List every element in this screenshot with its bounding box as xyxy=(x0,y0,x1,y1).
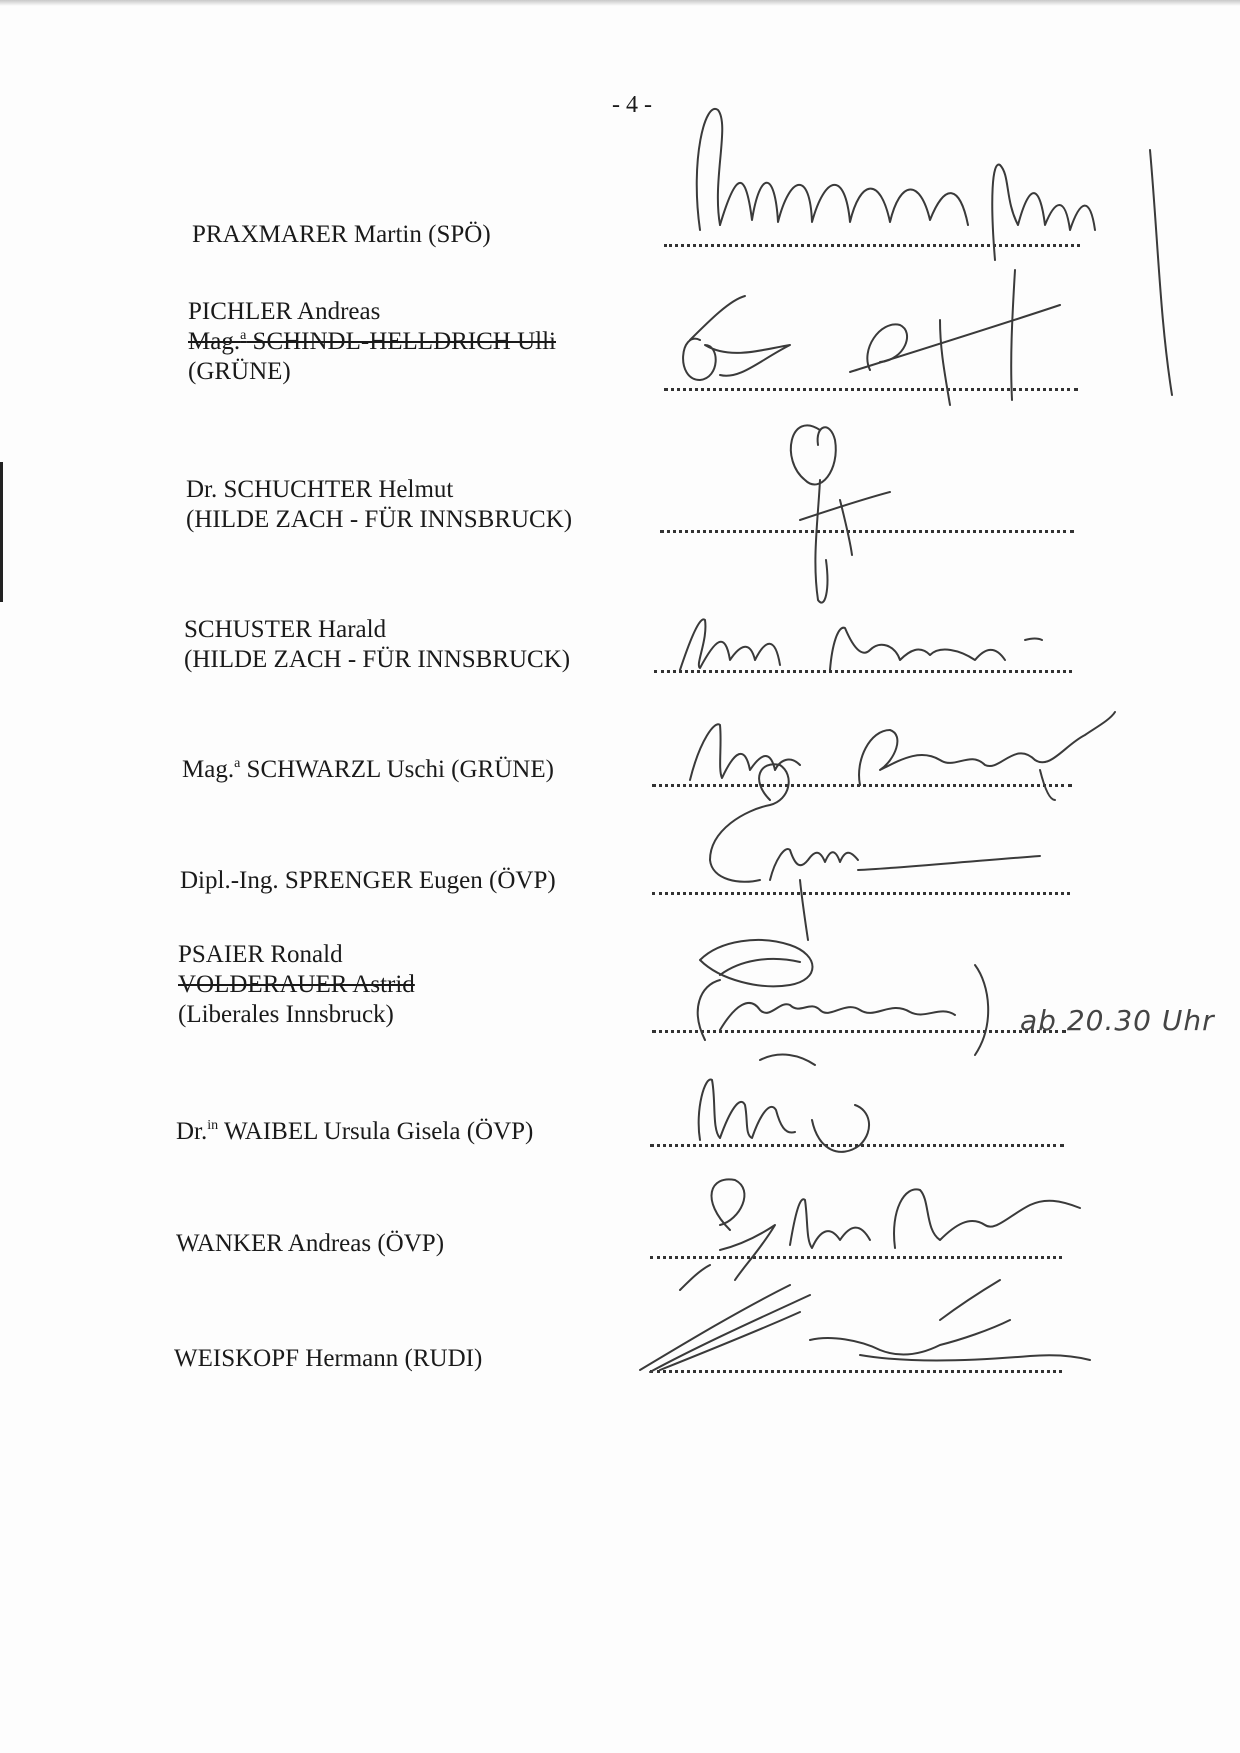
entry-pichler xyxy=(188,297,556,387)
signature-line xyxy=(650,1144,1064,1147)
entry-line-struck xyxy=(188,327,556,357)
entry-weiskopf xyxy=(174,1344,482,1374)
signature-weiskopf xyxy=(640,1280,1090,1372)
title-superscript: a xyxy=(240,328,247,343)
entry-line: WEISKOPF Hermann (RUDI) xyxy=(174,1345,483,1372)
entry-line: PICHLER Andreas xyxy=(188,298,381,325)
entry-wanker xyxy=(176,1229,444,1259)
title-prefix: Mag. xyxy=(182,756,235,783)
handwritten-note: ab 20.30 Uhr xyxy=(1020,1004,1215,1037)
entry-line: (GRÜNE) xyxy=(188,358,291,385)
entry-line: (Liberales Innsbruck) xyxy=(178,1001,394,1028)
member-name: SCHWARZL Uschi (GRÜNE) xyxy=(240,756,554,783)
signature-line xyxy=(652,892,1070,895)
signature-line xyxy=(652,784,1072,787)
signature-line xyxy=(650,1256,1062,1259)
signature-line xyxy=(650,1370,1062,1373)
title-superscript: a xyxy=(234,756,241,771)
entry-sprenger xyxy=(180,866,556,896)
title-prefix: Dr. xyxy=(176,1118,208,1145)
entry-line-struck: VOLDERAUER Astrid xyxy=(178,971,415,998)
scan-top-edge xyxy=(0,0,1240,6)
entry-schuchter xyxy=(186,475,572,535)
entry-line: Dr. SCHUCHTER Helmut xyxy=(186,476,454,503)
entry-line: SCHUSTER Harald xyxy=(184,616,387,643)
page-number: - 4 - xyxy=(612,92,652,118)
signature-psaier xyxy=(698,940,988,1055)
signature-line xyxy=(664,244,1080,247)
entry-line: (HILDE ZACH - FÜR INNSBRUCK) xyxy=(184,646,571,673)
member-name: WAIBEL Ursula Gisela (ÖVP) xyxy=(218,1118,534,1145)
entry-schwarzl xyxy=(182,755,554,785)
entry-waibel xyxy=(176,1117,533,1147)
signature-line xyxy=(660,530,1074,533)
entry-line: WANKER Andreas (ÖVP) xyxy=(176,1230,445,1257)
entry-psaier xyxy=(178,940,415,1030)
title-superscript: in xyxy=(207,1118,219,1133)
signature-wanker xyxy=(680,1179,1080,1290)
entry-line xyxy=(176,1117,533,1147)
entry-line: Dipl.-Ing. SPRENGER Eugen (ÖVP) xyxy=(180,867,556,894)
signature-sprenger xyxy=(710,764,1040,940)
signature-praxmarer-martin xyxy=(697,109,1172,400)
entry-line: PSAIER Ronald xyxy=(178,941,343,968)
scan-left-mark xyxy=(0,462,3,602)
signature-line xyxy=(652,1030,1066,1033)
signature-waibel xyxy=(699,1055,869,1152)
entry-schuster xyxy=(184,615,570,675)
signature-schuster xyxy=(680,619,1042,670)
entry-line: PRAXMARER Martin (SPÖ) xyxy=(192,221,491,248)
entry-line xyxy=(182,755,554,785)
signature-line xyxy=(654,670,1072,673)
signature-schuchter xyxy=(791,425,890,602)
entry-line: (HILDE ZACH - FÜR INNSBRUCK) xyxy=(186,506,573,533)
struck-name: SCHINDL-HELLDRICH Ulli xyxy=(246,328,557,355)
signature-line xyxy=(664,388,1078,391)
title-prefix: Mag. xyxy=(188,328,241,355)
entry-praxmarer xyxy=(192,220,491,250)
